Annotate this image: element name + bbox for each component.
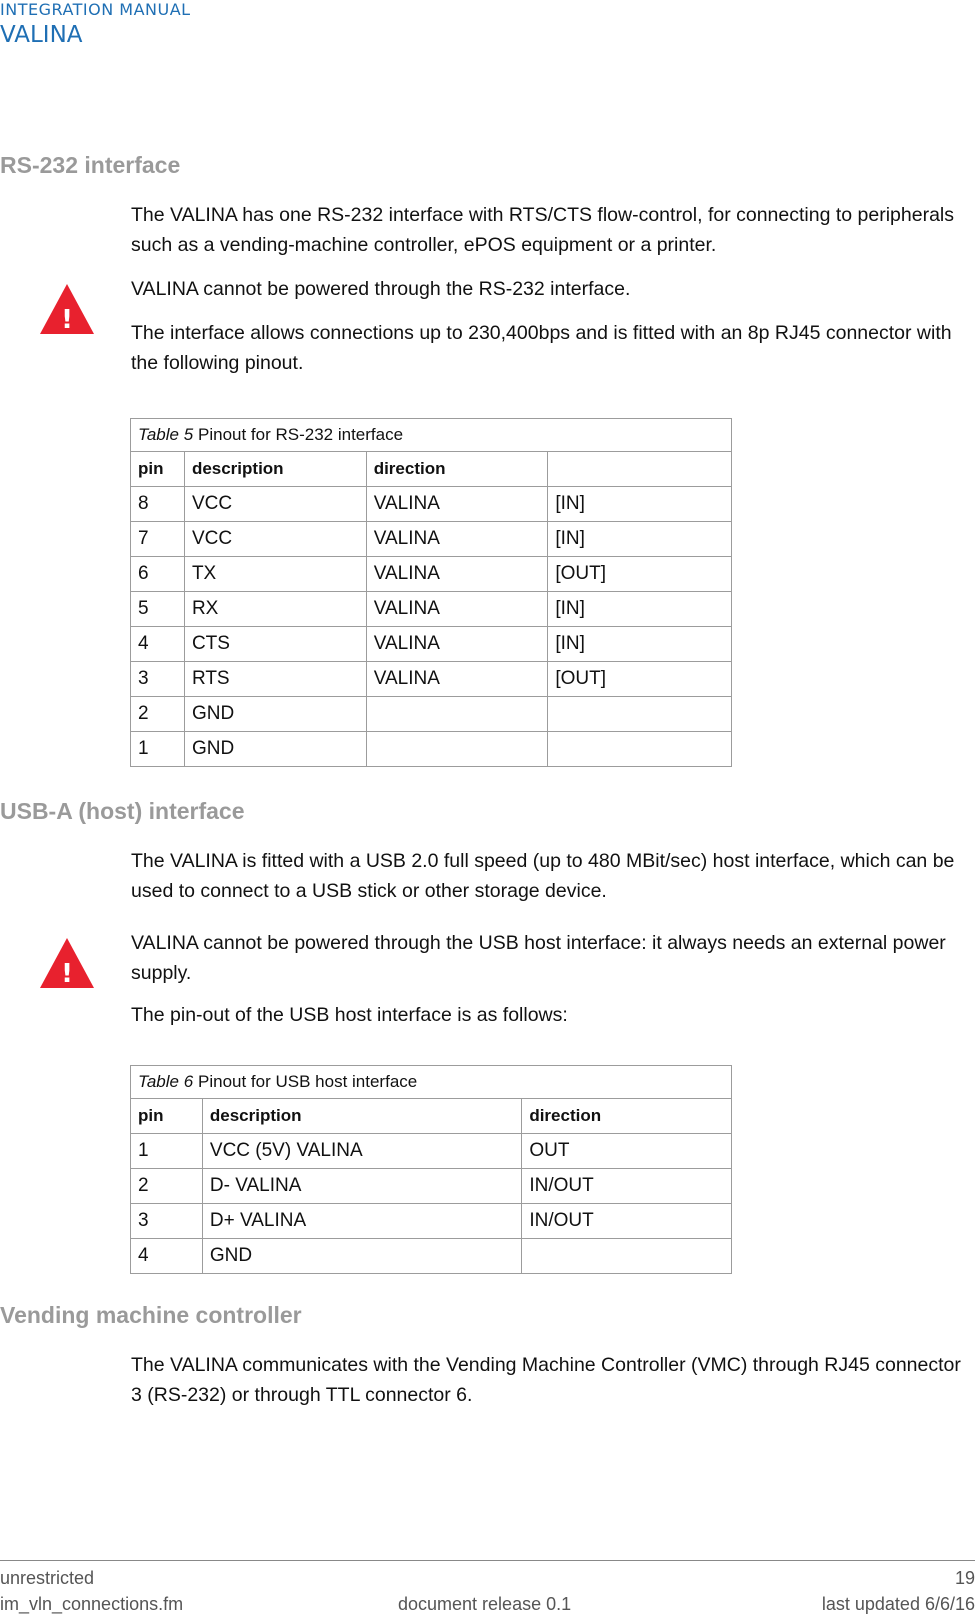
warning-glyph: ! — [61, 305, 73, 335]
table-row — [131, 662, 732, 697]
table5-header: pin — [131, 452, 185, 487]
pin-cell: 8 — [131, 487, 185, 522]
table6-header: pin — [131, 1099, 203, 1134]
table5-header: direction — [366, 452, 548, 487]
table-row — [131, 1169, 732, 1204]
usb-intro: The VALINA is fitted with a USB 2.0 full speed (up to 480 MBit/sec) host interface, which can be used to connect to a USB stick or other storage device. — [131, 850, 955, 902]
table6-caption-text: Pinout for USB host interface — [198, 1072, 418, 1091]
table-row — [131, 627, 732, 662]
footer-release: document release 0.1 — [398, 1594, 572, 1614]
table5-caption — [131, 419, 732, 452]
description-cell: RX — [184, 592, 366, 627]
pin-cell: 1 — [131, 732, 185, 767]
warning-icon — [38, 936, 96, 990]
footer-last-updated: last updated 6/6/16 — [821, 1594, 975, 1614]
pin-cell: 1 — [131, 1134, 203, 1169]
description-cell: GND — [184, 697, 366, 732]
pin-cell: 2 — [131, 697, 185, 732]
rs232-section-title: RS-232 interface — [0, 152, 181, 178]
direction-cell: VALINA — [366, 487, 548, 522]
table-row — [131, 557, 732, 592]
direction-cell — [366, 732, 548, 767]
io-cell: [IN] — [548, 592, 732, 627]
footer-classification: unrestricted — [0, 1568, 95, 1588]
table-row — [131, 592, 732, 627]
direction-cell: VALINA — [366, 662, 548, 697]
direction-cell: OUT — [522, 1134, 732, 1169]
table6-caption — [131, 1066, 732, 1099]
footer-divider — [0, 1560, 975, 1561]
description-cell: D+ VALINA — [202, 1204, 521, 1239]
io-cell: [IN] — [548, 627, 732, 662]
direction-cell: VALINA — [366, 557, 548, 592]
pin-cell: 2 — [131, 1169, 203, 1204]
usb-warning: VALINA cannot be powered through the USB host interface: it always needs an external power supply. — [131, 932, 946, 984]
table6-header: description — [202, 1099, 521, 1134]
description-cell: VCC — [184, 522, 366, 557]
direction-cell — [366, 697, 548, 732]
footer-page-number: 19 — [954, 1568, 975, 1588]
manual-title: INTEGRATION MANUAL — [0, 0, 191, 19]
table-row — [131, 522, 732, 557]
direction-cell: IN/OUT — [522, 1204, 732, 1239]
description-cell: VCC (5V) VALINA — [202, 1134, 521, 1169]
io-cell — [548, 697, 732, 732]
description-cell: D- VALINA — [202, 1169, 521, 1204]
pin-cell: 3 — [131, 1204, 203, 1239]
warning-glyph: ! — [61, 959, 73, 989]
description-cell: TX — [184, 557, 366, 592]
pin-cell: 7 — [131, 522, 185, 557]
direction-cell: VALINA — [366, 592, 548, 627]
table6-header: direction — [522, 1099, 732, 1134]
table-row — [131, 487, 732, 522]
description-cell: VCC — [184, 487, 366, 522]
table-row — [131, 1134, 732, 1169]
rs232-connection-text: The interface allows connections up to 230,400bps and is fitted with an 8p RJ45 connector with the following pinout. — [131, 322, 952, 374]
io-cell: [OUT] — [548, 557, 732, 592]
pin-cell: 5 — [131, 592, 185, 627]
direction-cell: IN/OUT — [522, 1169, 732, 1204]
footer-filename: im_vln_connections.fm — [0, 1594, 184, 1614]
direction-cell — [522, 1239, 732, 1274]
pin-cell: 3 — [131, 662, 185, 697]
table-row — [131, 697, 732, 732]
table-row — [131, 732, 732, 767]
description-cell: GND — [184, 732, 366, 767]
table6-usb-pinout — [130, 1065, 732, 1274]
table6-label: Table 6 — [138, 1072, 194, 1091]
io-cell: [IN] — [548, 522, 732, 557]
table5-header-row — [131, 452, 732, 487]
direction-cell: VALINA — [366, 522, 548, 557]
table-row — [131, 1239, 732, 1274]
rs232-intro: The VALINA has one RS-232 interface with RTS/CTS flow-control, for connecting to peripherals such as a vending-machine controller, ePOS equipment or a printer. — [131, 204, 955, 256]
table-row — [131, 1204, 732, 1239]
description-cell: RTS — [184, 662, 366, 697]
table5-header: description — [184, 452, 366, 487]
direction-cell: VALINA — [366, 627, 548, 662]
io-cell: [OUT] — [548, 662, 732, 697]
table5-label: Table 5 — [138, 425, 194, 444]
table5-rs232-pinout — [130, 418, 732, 767]
product-name: VALINA — [0, 22, 83, 48]
pin-cell: 4 — [131, 1239, 203, 1274]
usb-pinout-intro: The pin-out of the USB host interface is as follows: — [131, 1004, 568, 1026]
pin-cell: 4 — [131, 627, 185, 662]
io-cell: [IN] — [548, 487, 732, 522]
table5-caption-text: Pinout for RS-232 interface — [198, 425, 404, 444]
rs232-warning: VALINA cannot be powered through the RS-232 interface. — [131, 278, 631, 300]
usb-section-title: USB-A (host) interface — [0, 798, 245, 824]
io-cell — [548, 732, 732, 767]
description-cell: GND — [202, 1239, 521, 1274]
vmc-text: The VALINA communicates with the Vending Machine Controller (VMC) through RJ45 connector 3 (RS-232) or through TTL connector 6. — [131, 1354, 961, 1406]
vmc-section-title: Vending machine controller — [0, 1302, 302, 1328]
table5-header — [548, 452, 732, 487]
pin-cell: 6 — [131, 557, 185, 592]
table6-header-row — [131, 1099, 732, 1134]
warning-icon — [38, 282, 96, 336]
description-cell: CTS — [184, 627, 366, 662]
